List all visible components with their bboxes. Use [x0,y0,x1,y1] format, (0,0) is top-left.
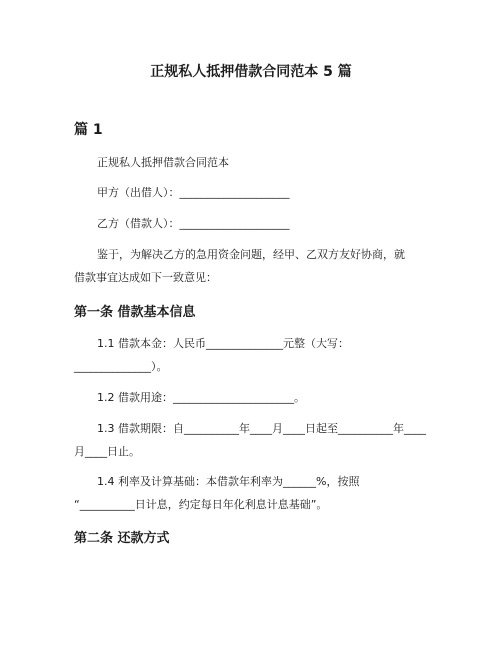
article-1-item-2: 1.2 借款用途：______________________。 [97,391,305,404]
article-1-item-4-line-2: “__________日计息，约定每日年化利息计息基础”。 [74,498,328,511]
party-a-line: 甲方（出借人）：____________________ [97,186,290,199]
section-heading: 篇 1 [74,122,103,138]
article-1-item-4-line-1: 1.4 利率及计算基础：本借款年利率为______%，按照 [97,475,360,488]
contract-name: 正规私人抵押借款合同范本 [97,156,229,169]
document-title: 正规私人抵押借款合同范本 5 篇 [150,64,352,80]
intro-paragraph-line-1: 鉴于，为解决乙方的急用资金问题，经甲、乙双方友好协商，就 [97,248,405,261]
article-1-item-1-line-1: 1.1 借款本金：人民币______________元整（大写： [97,337,349,350]
article-1-heading: 第一条 借款基本信息 [74,305,196,320]
article-1-item-3-line-1: 1.3 借款期限：自__________年____月____日起至__________年____ [97,422,426,435]
intro-paragraph-line-2: 借款事宜达成如下一致意见： [74,271,217,284]
party-b-line: 乙方（借款人）：____________________ [97,217,290,230]
article-2-heading: 第二条 还款方式 [74,531,170,546]
article-1-item-3-line-2: 月____日止。 [74,445,140,458]
article-1-item-1-line-2: ______________）。 [74,360,168,373]
